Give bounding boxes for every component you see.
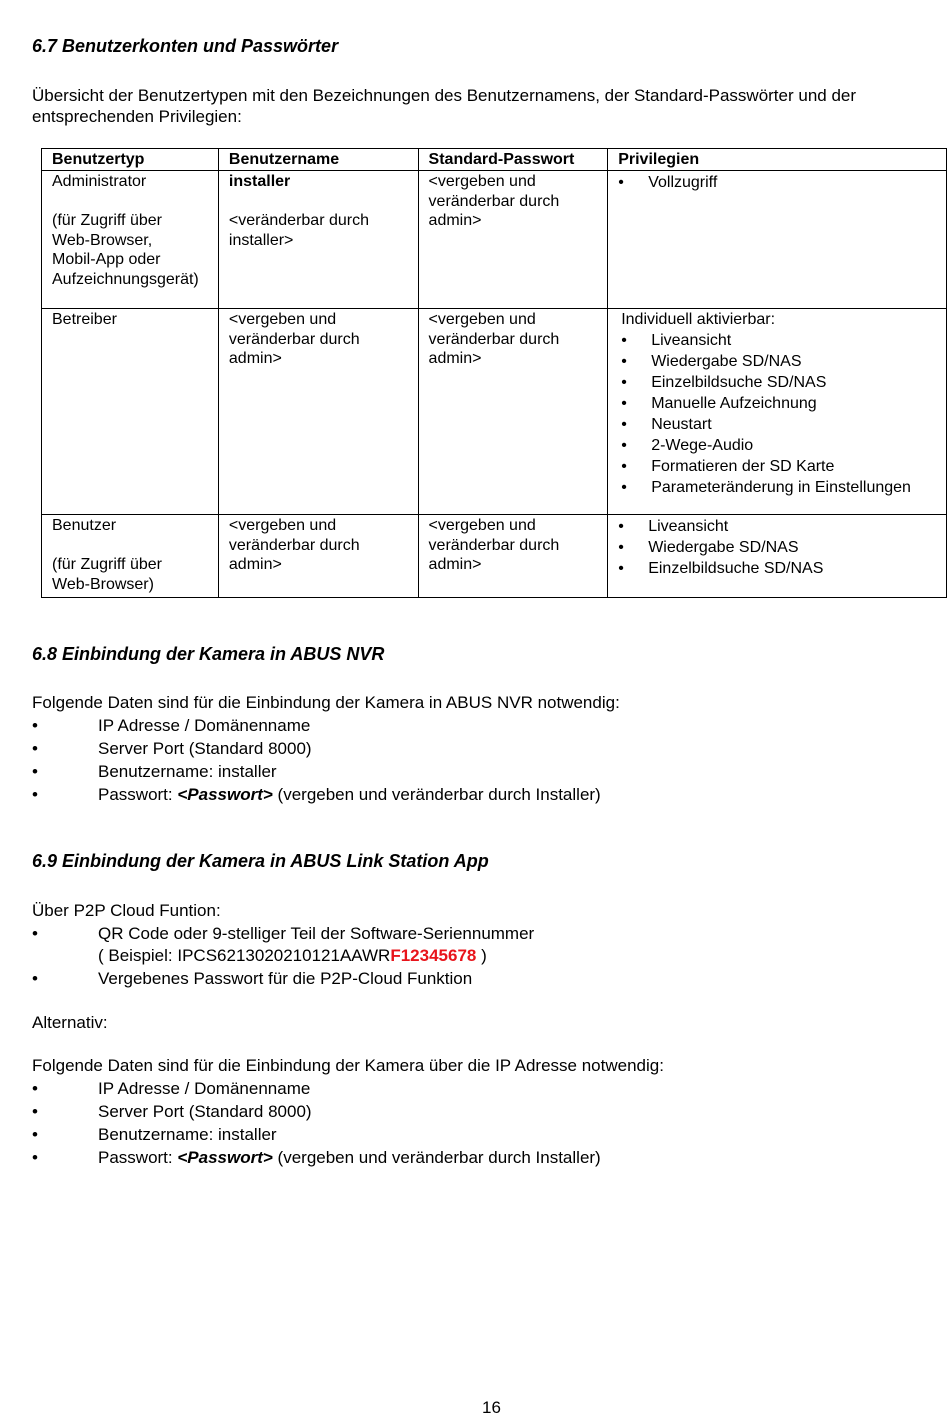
privileges-cell — [608, 515, 947, 598]
cell-line: veränderbar durch — [428, 192, 560, 210]
password-cell — [418, 171, 608, 309]
table-header-cell: Standard-Passwort — [418, 149, 608, 171]
privilege-label: 2-Wege-Audio — [651, 436, 754, 454]
list-item — [618, 537, 936, 558]
list-item — [618, 172, 936, 193]
bullet-icon: • — [32, 1079, 38, 1098]
cell-line: <vergeben und — [428, 311, 536, 328]
privilege-label: Liveansicht — [651, 331, 732, 349]
cell-line: <veränderbar durch — [228, 212, 369, 229]
cell-line-blank — [52, 192, 208, 212]
bullet-icon: • — [621, 352, 627, 370]
bullet-icon: • — [32, 716, 38, 735]
cell-line: installer> — [228, 231, 294, 249]
bullet-icon: • — [618, 518, 624, 535]
list-item — [621, 330, 936, 351]
privilege-label: Liveansicht — [648, 518, 729, 535]
user-type-cell — [42, 515, 219, 598]
privilege-label: Manuelle Aufzeichnung — [651, 394, 817, 412]
cell-line: admin> — [228, 350, 282, 367]
privileges-cell — [608, 309, 947, 515]
list-item-label: Server Port (Standard 8000) — [98, 739, 312, 758]
bullet-icon: • — [32, 762, 38, 781]
password-prefix: Passwort: — [98, 785, 178, 804]
username-cell — [218, 515, 418, 598]
bullet-icon: • — [32, 1148, 38, 1167]
password-cell — [418, 515, 608, 598]
qr-line: QR Code oder 9-stelliger Teil der Software-Seriennummer — [98, 924, 535, 943]
cell-line: Benutzer — [52, 517, 117, 534]
section-heading-6-7: 6.7 Benutzerkonten und Passwörter — [32, 36, 339, 56]
cell-line: <vergeben und — [228, 311, 337, 328]
privilege-label: Wiedergabe SD/NAS — [648, 539, 799, 556]
cell-line: veränderbar durch — [428, 536, 560, 554]
password-suffix: (vergeben und veränderbar durch Installer) — [272, 785, 601, 804]
privilege-label: Wiedergabe SD/NAS — [651, 352, 802, 370]
cell-line: admin> — [428, 350, 482, 367]
list-item — [618, 558, 936, 579]
privileges-intro: Individuell aktivierbar: — [621, 311, 776, 328]
list-item-label: IP Adresse / Domänenname — [98, 1079, 311, 1098]
bullet-icon: • — [32, 739, 38, 758]
table-row — [42, 171, 947, 309]
privilege-label: Einzelbildsuche SD/NAS — [648, 560, 824, 577]
cell-line: <vergeben und — [428, 173, 536, 190]
bullet-icon: • — [621, 394, 627, 412]
list-item — [621, 477, 936, 498]
user-type-cell — [42, 309, 219, 515]
table-header-cell: Benutzername — [218, 149, 418, 171]
cell-line-blank — [229, 192, 408, 212]
list-item — [621, 456, 936, 477]
list-item-label: Benutzername: installer — [98, 1125, 277, 1144]
list-item-label: Vergebenes Passwort für die P2P-Cloud Funktion — [98, 969, 473, 988]
cell-line: (für Zugriff über — [52, 556, 162, 573]
user-accounts-table — [41, 148, 947, 598]
table-row — [42, 309, 947, 515]
serial-example-text — [98, 945, 487, 966]
cell-line: Web-Browser, — [52, 231, 153, 249]
bullet-icon: • — [32, 785, 38, 804]
cell-line: admin> — [228, 556, 282, 573]
cell-line: Betreiber — [52, 311, 117, 328]
bullet-icon: • — [618, 560, 624, 577]
list-item — [621, 435, 936, 456]
intro-line-2: entsprechenden Privilegien: — [32, 107, 242, 126]
list-item — [621, 414, 936, 435]
list-item — [621, 351, 936, 372]
list-item-label: Benutzername: installer — [98, 762, 277, 781]
privilege-label: Formatieren der SD Karte — [651, 457, 835, 475]
section-heading-6-9: 6.9 Einbindung der Kamera in ABUS Link Station App — [32, 851, 489, 871]
cell-line: admin> — [428, 556, 482, 573]
bullet-icon: • — [621, 436, 627, 454]
username-cell — [218, 309, 418, 515]
table-row — [42, 515, 947, 598]
cell-line-bold: installer — [228, 173, 291, 190]
bullet-icon: • — [621, 415, 627, 433]
bullet-icon: • — [621, 478, 627, 496]
cell-line: <vergeben und — [228, 517, 337, 534]
alternative-label: Alternativ: — [32, 1013, 108, 1032]
serial-prefix: ( Beispiel: IPCS6213020210121AAWR — [98, 946, 391, 965]
section-heading-6-8: 6.8 Einbindung der Kamera in ABUS NVR — [32, 644, 385, 664]
ip-intro: Folgende Daten sind für die Einbindung der Kamera über die IP Adresse notwendig: — [32, 1056, 664, 1075]
password-line — [98, 1147, 601, 1168]
bullet-icon: • — [32, 969, 38, 988]
p2p-intro: Über P2P Cloud Funtion: — [32, 901, 221, 920]
password-placeholder: <Passwort> — [177, 785, 273, 804]
bullet-icon: • — [621, 457, 627, 475]
list-item — [618, 516, 936, 537]
cell-line: Web-Browser) — [52, 575, 154, 593]
password-placeholder: <Passwort> — [177, 1148, 273, 1167]
cell-line: Mobil-App oder — [52, 251, 161, 268]
bullet-icon: • — [32, 1102, 38, 1121]
bullet-icon: • — [621, 373, 627, 391]
cell-line: Administrator — [52, 173, 147, 190]
list-item — [621, 372, 936, 393]
list-item-label: Server Port (Standard 8000) — [98, 1102, 312, 1121]
password-cell — [418, 309, 608, 515]
privilege-label: Einzelbildsuche SD/NAS — [651, 373, 827, 391]
list-item — [621, 393, 936, 414]
page-number: 16 — [482, 1398, 501, 1417]
serial-suffix: ) — [476, 946, 487, 965]
cell-line: (für Zugriff über — [52, 212, 162, 229]
intro-line-1: Übersicht der Benutzertypen mit den Bezeichnungen des Benutzernamens, der Standard-Passwörter und der — [32, 86, 857, 105]
username-cell — [218, 171, 418, 309]
cell-line: veränderbar durch — [228, 536, 360, 554]
table-header-row — [42, 149, 947, 171]
nvr-intro: Folgende Daten sind für die Einbindung der Kamera in ABUS NVR notwendig: — [32, 693, 620, 712]
privileges-cell — [608, 171, 947, 309]
privilege-label: Parameteränderung in Einstellungen — [651, 478, 911, 496]
cell-line: Aufzeichnungsgerät) — [52, 270, 199, 288]
privilege-label: Neustart — [651, 415, 712, 433]
cell-line: veränderbar durch — [228, 330, 360, 348]
password-prefix: Passwort: — [98, 1148, 178, 1167]
table-header-cell: Benutzertyp — [42, 149, 219, 171]
password-suffix: (vergeben und veränderbar durch Installer) — [272, 1148, 601, 1167]
cell-line: <vergeben und — [428, 517, 536, 534]
bullet-icon: • — [32, 1125, 38, 1144]
bullet-icon: • — [621, 331, 627, 349]
list-item-label: IP Adresse / Domänenname — [98, 716, 311, 735]
bullet-icon: • — [618, 174, 624, 191]
privilege-label: Vollzugriff — [648, 174, 718, 191]
cell-line: admin> — [428, 212, 482, 229]
password-line — [98, 784, 601, 805]
table-header-cell: Privilegien — [608, 149, 947, 171]
bullet-icon: • — [32, 924, 38, 943]
cell-line-blank — [52, 536, 208, 556]
user-type-cell — [42, 171, 219, 309]
serial-highlight: F12345678 — [390, 946, 477, 965]
bullet-icon: • — [618, 539, 624, 556]
cell-line: veränderbar durch — [428, 330, 560, 348]
